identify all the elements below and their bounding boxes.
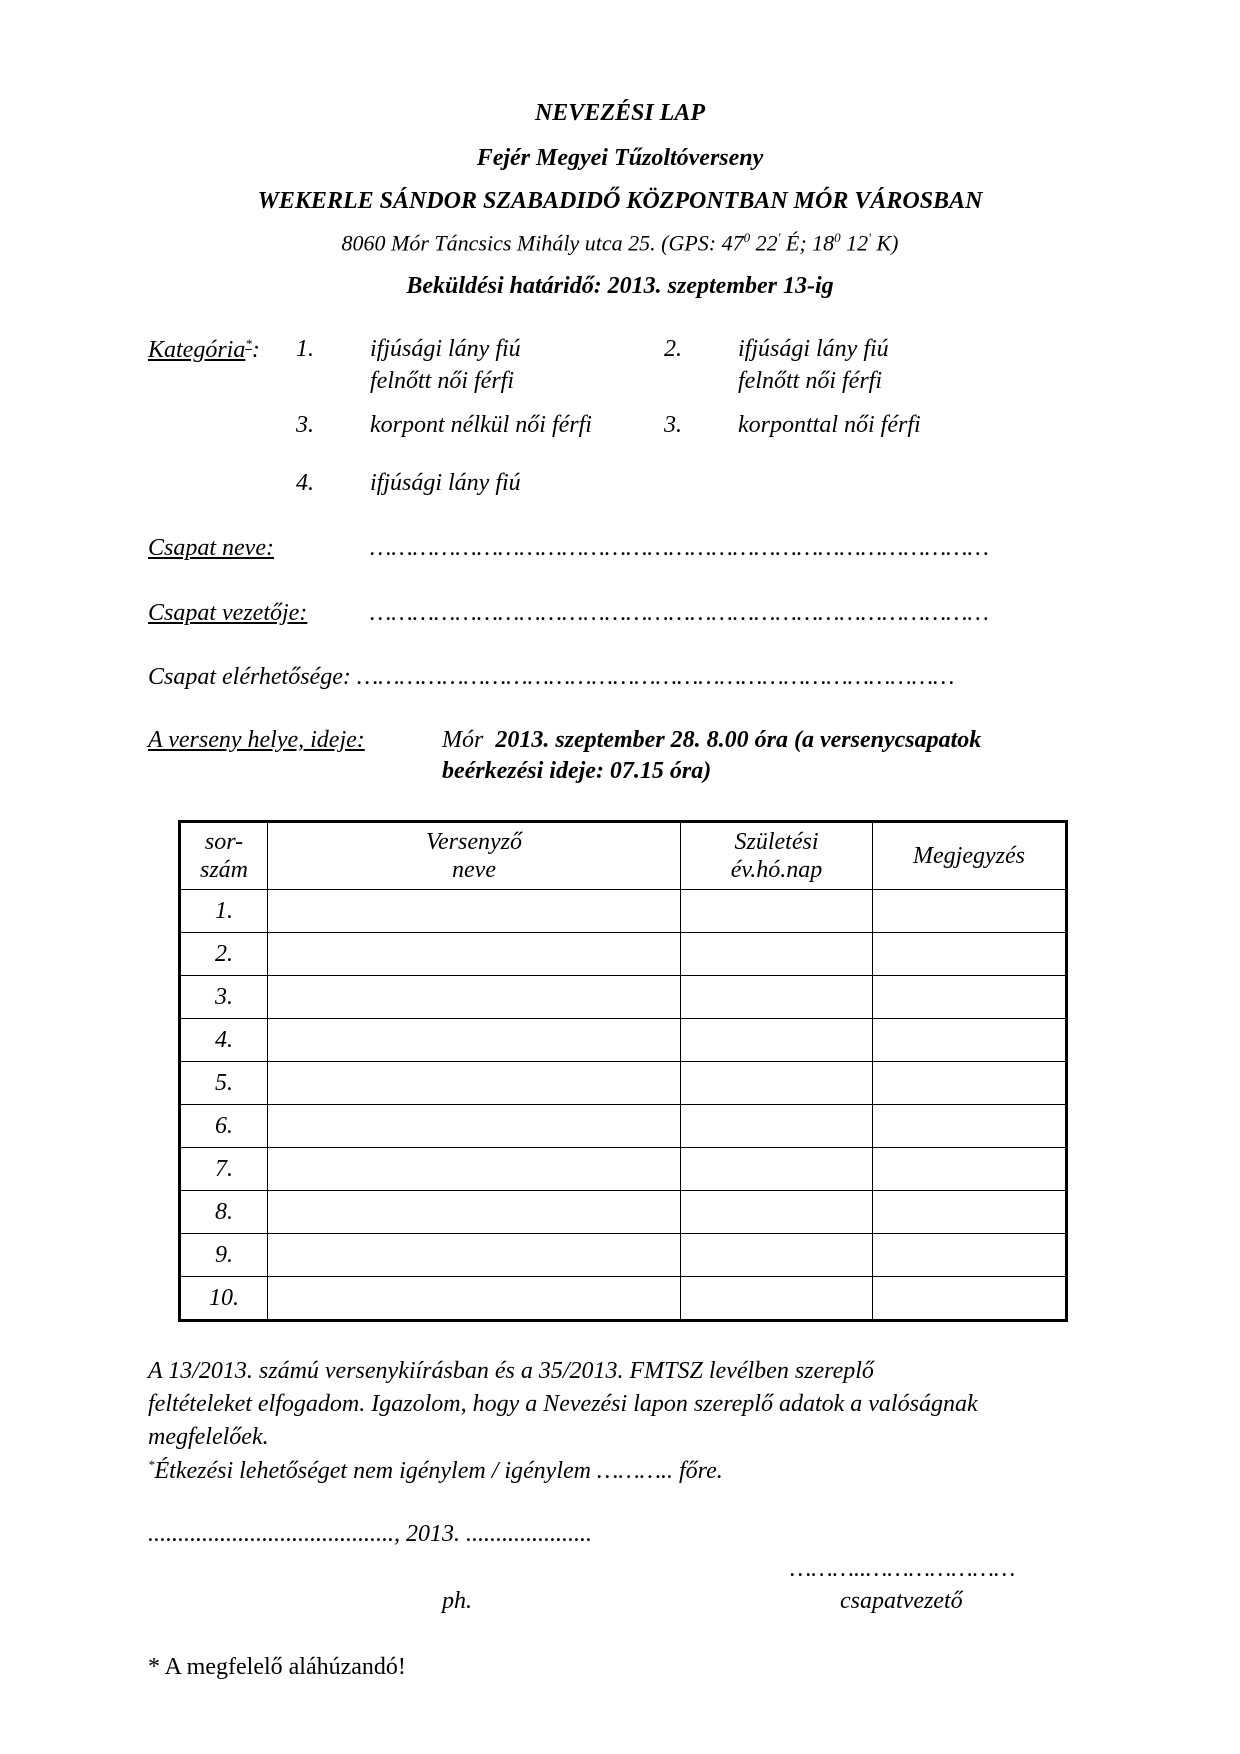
name-cell[interactable]	[268, 1062, 681, 1105]
date-line[interactable]: ........................................., 2013. .....................	[148, 1521, 592, 1547]
name-cell[interactable]	[268, 1019, 681, 1062]
note-cell[interactable]	[873, 1062, 1067, 1105]
declaration-line-3: megfelelőek.	[148, 1424, 269, 1450]
row-number: 1.	[180, 890, 268, 933]
venue-line: WEKERLE SÁNDOR SZABADIDŐ KÖZPONTBAN MÓR VÁROSBAN	[257, 188, 983, 214]
meal-line: *Étkezési lehetőséget nem igénylem / igénylem ……….. főre.	[148, 1457, 723, 1484]
name-cell[interactable]	[268, 933, 681, 976]
table-row	[180, 1105, 1067, 1148]
category-label: Kategória*:	[148, 336, 260, 363]
team-name-field[interactable]: ……………………………………………………………………………	[370, 535, 989, 561]
birthdate-cell[interactable]	[681, 1062, 873, 1105]
form-title: NEVEZÉSI LAP	[534, 100, 706, 126]
category-2-line1: ifjúsági lány fiú	[738, 336, 889, 362]
table-row	[180, 1062, 1067, 1105]
col-header-note: Megjegyzés	[873, 822, 1067, 890]
category-4: ifjúsági lány fiú	[370, 470, 521, 496]
signature-line[interactable]: ………..…………………	[790, 1556, 1016, 1582]
table-row	[180, 1148, 1067, 1191]
competitor-table	[178, 820, 1068, 1322]
place-value: Mór 2013. szeptember 28. 8.00 óra (a versenycsapatok	[442, 727, 982, 753]
team-name-label: Csapat neve:	[148, 535, 274, 561]
note-cell[interactable]	[873, 1105, 1067, 1148]
birthdate-cell[interactable]	[681, 1105, 873, 1148]
birthdate-cell[interactable]	[681, 976, 873, 1019]
name-cell[interactable]	[268, 1148, 681, 1191]
table-row	[180, 1277, 1067, 1321]
name-cell[interactable]	[268, 1277, 681, 1321]
category-3b: korponttal női férfi	[738, 412, 921, 438]
row-number: 2.	[180, 933, 268, 976]
birthdate-cell[interactable]	[681, 890, 873, 933]
table-row	[180, 1191, 1067, 1234]
name-cell[interactable]	[268, 890, 681, 933]
name-cell[interactable]	[268, 1105, 681, 1148]
birthdate-cell[interactable]	[681, 1277, 873, 1321]
category-num-4: 4.	[296, 470, 314, 496]
table-row	[180, 933, 1067, 976]
declaration-line-1: A 13/2013. számú versenykiírásban és a 35/2013. FMTSZ levélben szereplő	[148, 1358, 874, 1384]
table-row	[180, 1019, 1067, 1062]
col-header-birthdate: Születési év.hó.nap	[681, 822, 873, 890]
note-cell[interactable]	[873, 976, 1067, 1019]
note-cell[interactable]	[873, 1234, 1067, 1277]
birthdate-cell[interactable]	[681, 1234, 873, 1277]
address-line: 8060 Mór Táncsics Mihály utca 25. (GPS: $47^0$ 22' É; $18^0$ 12' K)	[341, 230, 899, 256]
table-row	[180, 976, 1067, 1019]
table-row	[180, 1234, 1067, 1277]
note-cell[interactable]	[873, 1191, 1067, 1234]
birthdate-cell[interactable]	[681, 933, 873, 976]
team-leader-signature-label: csapatvezető	[840, 1588, 963, 1614]
team-leader-field[interactable]: ……………………………………………………………………………	[370, 600, 989, 626]
birthdate-cell[interactable]	[681, 1148, 873, 1191]
team-contact-row	[148, 664, 954, 691]
col-header-name: Versenyző neve	[268, 822, 681, 890]
row-number: 10.	[180, 1277, 268, 1321]
category-num-1: 1.	[296, 336, 314, 362]
row-number: 9.	[180, 1234, 268, 1277]
row-number: 3.	[180, 976, 268, 1019]
category-2-line2: felnőtt női férfi	[738, 368, 882, 394]
footnote: * A megfelelő aláhúzandó!	[148, 1654, 406, 1680]
name-cell[interactable]	[268, 976, 681, 1019]
team-leader-label: Csapat vezetője:	[148, 600, 308, 626]
stamp-label: ph.	[442, 1588, 472, 1614]
birthdate-cell[interactable]	[681, 1019, 873, 1062]
category-num-2: 2.	[664, 336, 682, 362]
table-row	[180, 890, 1067, 933]
note-cell[interactable]	[873, 933, 1067, 976]
arrival-time: beérkezési ideje: 07.15 óra)	[442, 758, 712, 784]
category-num-3a: 3.	[296, 412, 314, 438]
team-contact-field[interactable]: …………………………………………………………………………	[356, 664, 955, 690]
deadline-line: Beküldési határidő: 2013. szeptember 13-ig	[406, 273, 834, 299]
row-number: 7.	[180, 1148, 268, 1191]
row-number: 5.	[180, 1062, 268, 1105]
place-label: A verseny helye, ideje:	[148, 727, 365, 753]
category-1-line2: felnőtt női férfi	[370, 368, 514, 394]
row-number: 4.	[180, 1019, 268, 1062]
category-num-3b: 3.	[664, 412, 682, 438]
category-3a: korpont nélkül női férfi	[370, 412, 592, 438]
note-cell[interactable]	[873, 1148, 1067, 1191]
note-cell[interactable]	[873, 1019, 1067, 1062]
col-header-number: sor- szám	[180, 822, 268, 890]
team-contact-label: Csapat elérhetősége:	[148, 664, 351, 690]
name-cell[interactable]	[268, 1234, 681, 1277]
category-1-line1: ifjúsági lány fiú	[370, 336, 521, 362]
name-cell[interactable]	[268, 1191, 681, 1234]
row-number: 6.	[180, 1105, 268, 1148]
birthdate-cell[interactable]	[681, 1191, 873, 1234]
row-number: 8.	[180, 1191, 268, 1234]
note-cell[interactable]	[873, 1277, 1067, 1321]
note-cell[interactable]	[873, 890, 1067, 933]
event-name: Fejér Megyei Tűzoltóverseny	[476, 145, 764, 171]
declaration-line-2: feltételeket elfogadom. Igazolom, hogy a Nevezési lapon szereplő adatok a valóságnak	[148, 1391, 978, 1417]
